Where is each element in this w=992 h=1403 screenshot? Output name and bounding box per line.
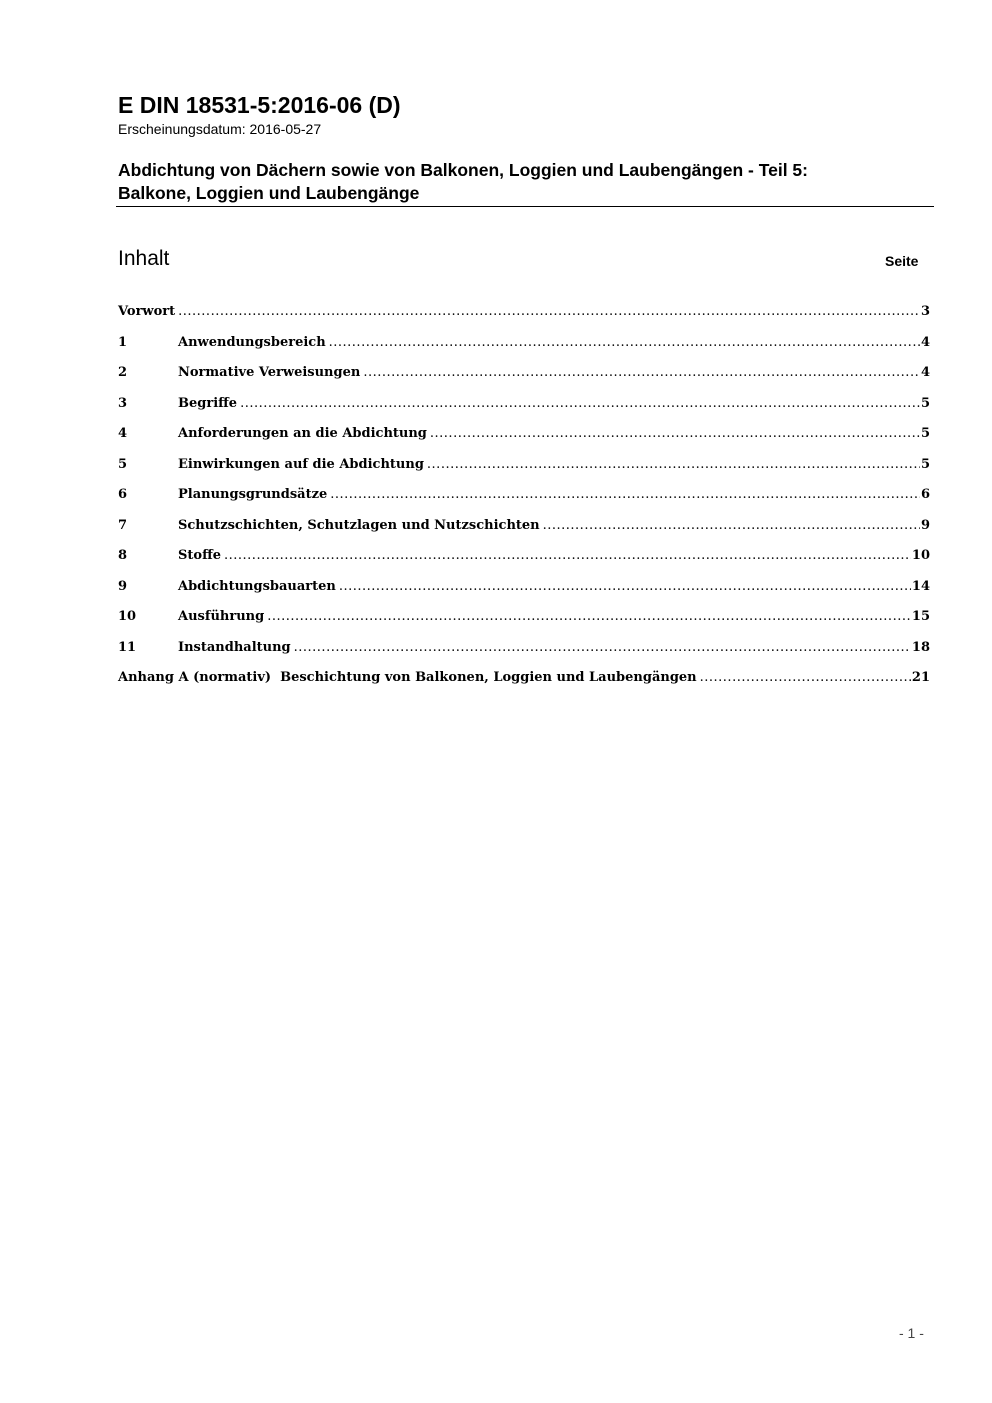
toc-entry-label: Anhang A (normativ) Beschichtung von Balkonen, Loggien und Laubengängen [118, 670, 697, 685]
toc-entry-10[interactable] [118, 606, 930, 637]
toc-entry-number: 2 [118, 365, 128, 380]
toc-entry-3[interactable] [118, 393, 930, 424]
publication-date: Erscheinungsdatum: 2016-05-27 [118, 121, 322, 137]
toc-entry-label: Ausführung [178, 609, 265, 624]
toc-entry-page: 21 [911, 670, 930, 685]
toc-entry-number: 3 [118, 395, 128, 411]
page-number: - 1 - [899, 1325, 924, 1341]
toc-entry-page: 4 [920, 334, 930, 350]
toc-leader-dots [427, 454, 920, 476]
toc-entry-page: 9 [920, 517, 930, 533]
toc-entry-page: 3 [920, 304, 930, 319]
toc-leader-dots [363, 362, 920, 384]
toc-entry-page: 15 [911, 609, 930, 624]
toc-entry-4[interactable] [118, 423, 930, 454]
toc-leader-dots [430, 423, 920, 445]
toc-leader-dots [178, 301, 920, 323]
toc-entry-number: 11 [118, 639, 137, 655]
toc-entry-page: 4 [920, 365, 930, 380]
toc-entry-page: 5 [920, 456, 930, 472]
document-id: E DIN 18531-5:2016-06 (D) [118, 92, 401, 118]
toc-entry-number: 6 [118, 487, 128, 502]
toc-entry-label: Anforderungen an die Abdichtung [178, 426, 427, 441]
toc-leader-dots [329, 332, 920, 354]
toc-entry-7[interactable] [118, 515, 930, 546]
toc-entry-2[interactable] [118, 362, 930, 393]
toc-heading: Inhalt [118, 247, 170, 270]
toc-entry-label: Schutzschichten, Schutzlagen und Nutzschichten [178, 517, 540, 533]
toc-entry-label: Vorwort [118, 304, 176, 319]
toc-entry-6[interactable] [118, 484, 930, 515]
toc-leader-dots [700, 667, 911, 689]
toc-entry-number: 9 [118, 578, 128, 594]
toc-entry-label: Normative Verweisungen [178, 365, 361, 380]
toc-leader-dots [240, 393, 920, 415]
toc-entry-number: 1 [118, 334, 128, 350]
toc-entry-label: Begriffe [178, 395, 238, 411]
toc-entry-8[interactable] [118, 545, 930, 576]
toc-entry-label: Abdichtungsbauarten [178, 578, 336, 594]
toc-leader-dots [224, 545, 911, 567]
toc-entry-vorwort[interactable] [118, 301, 930, 332]
toc-entry-9[interactable] [118, 576, 930, 607]
table-of-contents [118, 301, 930, 698]
toc-entry-page: 5 [920, 426, 930, 441]
toc-entry-5[interactable] [118, 454, 930, 485]
toc-leader-dots [294, 637, 911, 659]
toc-entry-number: 5 [118, 456, 128, 472]
toc-entry-label: Stoffe [178, 548, 222, 563]
document-title-line-2: Balkone, Loggien und Laubengänge [118, 183, 420, 203]
toc-leader-dots [267, 606, 911, 628]
toc-leader-dots [330, 484, 920, 506]
toc-entry-page: 6 [920, 487, 930, 502]
page-column-label: Seite [885, 253, 919, 269]
toc-leader-dots [543, 515, 920, 537]
toc-entry-annex-a[interactable] [118, 667, 930, 698]
toc-entry-label: Einwirkungen auf die Abdichtung [178, 456, 424, 472]
toc-entry-number: 10 [118, 609, 137, 624]
toc-leader-dots [339, 576, 911, 598]
toc-entry-1[interactable] [118, 332, 930, 363]
toc-entry-number: 7 [118, 517, 128, 533]
toc-entry-page: 5 [920, 395, 930, 411]
toc-entry-label: Planungsgrundsätze [178, 487, 328, 502]
document-title [118, 159, 934, 205]
toc-entry-page: 10 [911, 548, 930, 563]
toc-entry-page: 18 [911, 639, 930, 655]
toc-entry-label: Instandhaltung [178, 639, 291, 655]
title-divider [116, 206, 934, 207]
toc-entry-number: 4 [118, 426, 128, 441]
toc-entry-label: Anwendungsbereich [178, 334, 326, 350]
toc-entry-number: 8 [118, 548, 128, 563]
toc-entry-page: 14 [911, 578, 930, 594]
toc-entry-11[interactable] [118, 637, 930, 668]
document-title-line-1: Abdichtung von Dächern sowie von Balkonen, Loggien und Laubengängen - Teil 5: [118, 160, 808, 180]
